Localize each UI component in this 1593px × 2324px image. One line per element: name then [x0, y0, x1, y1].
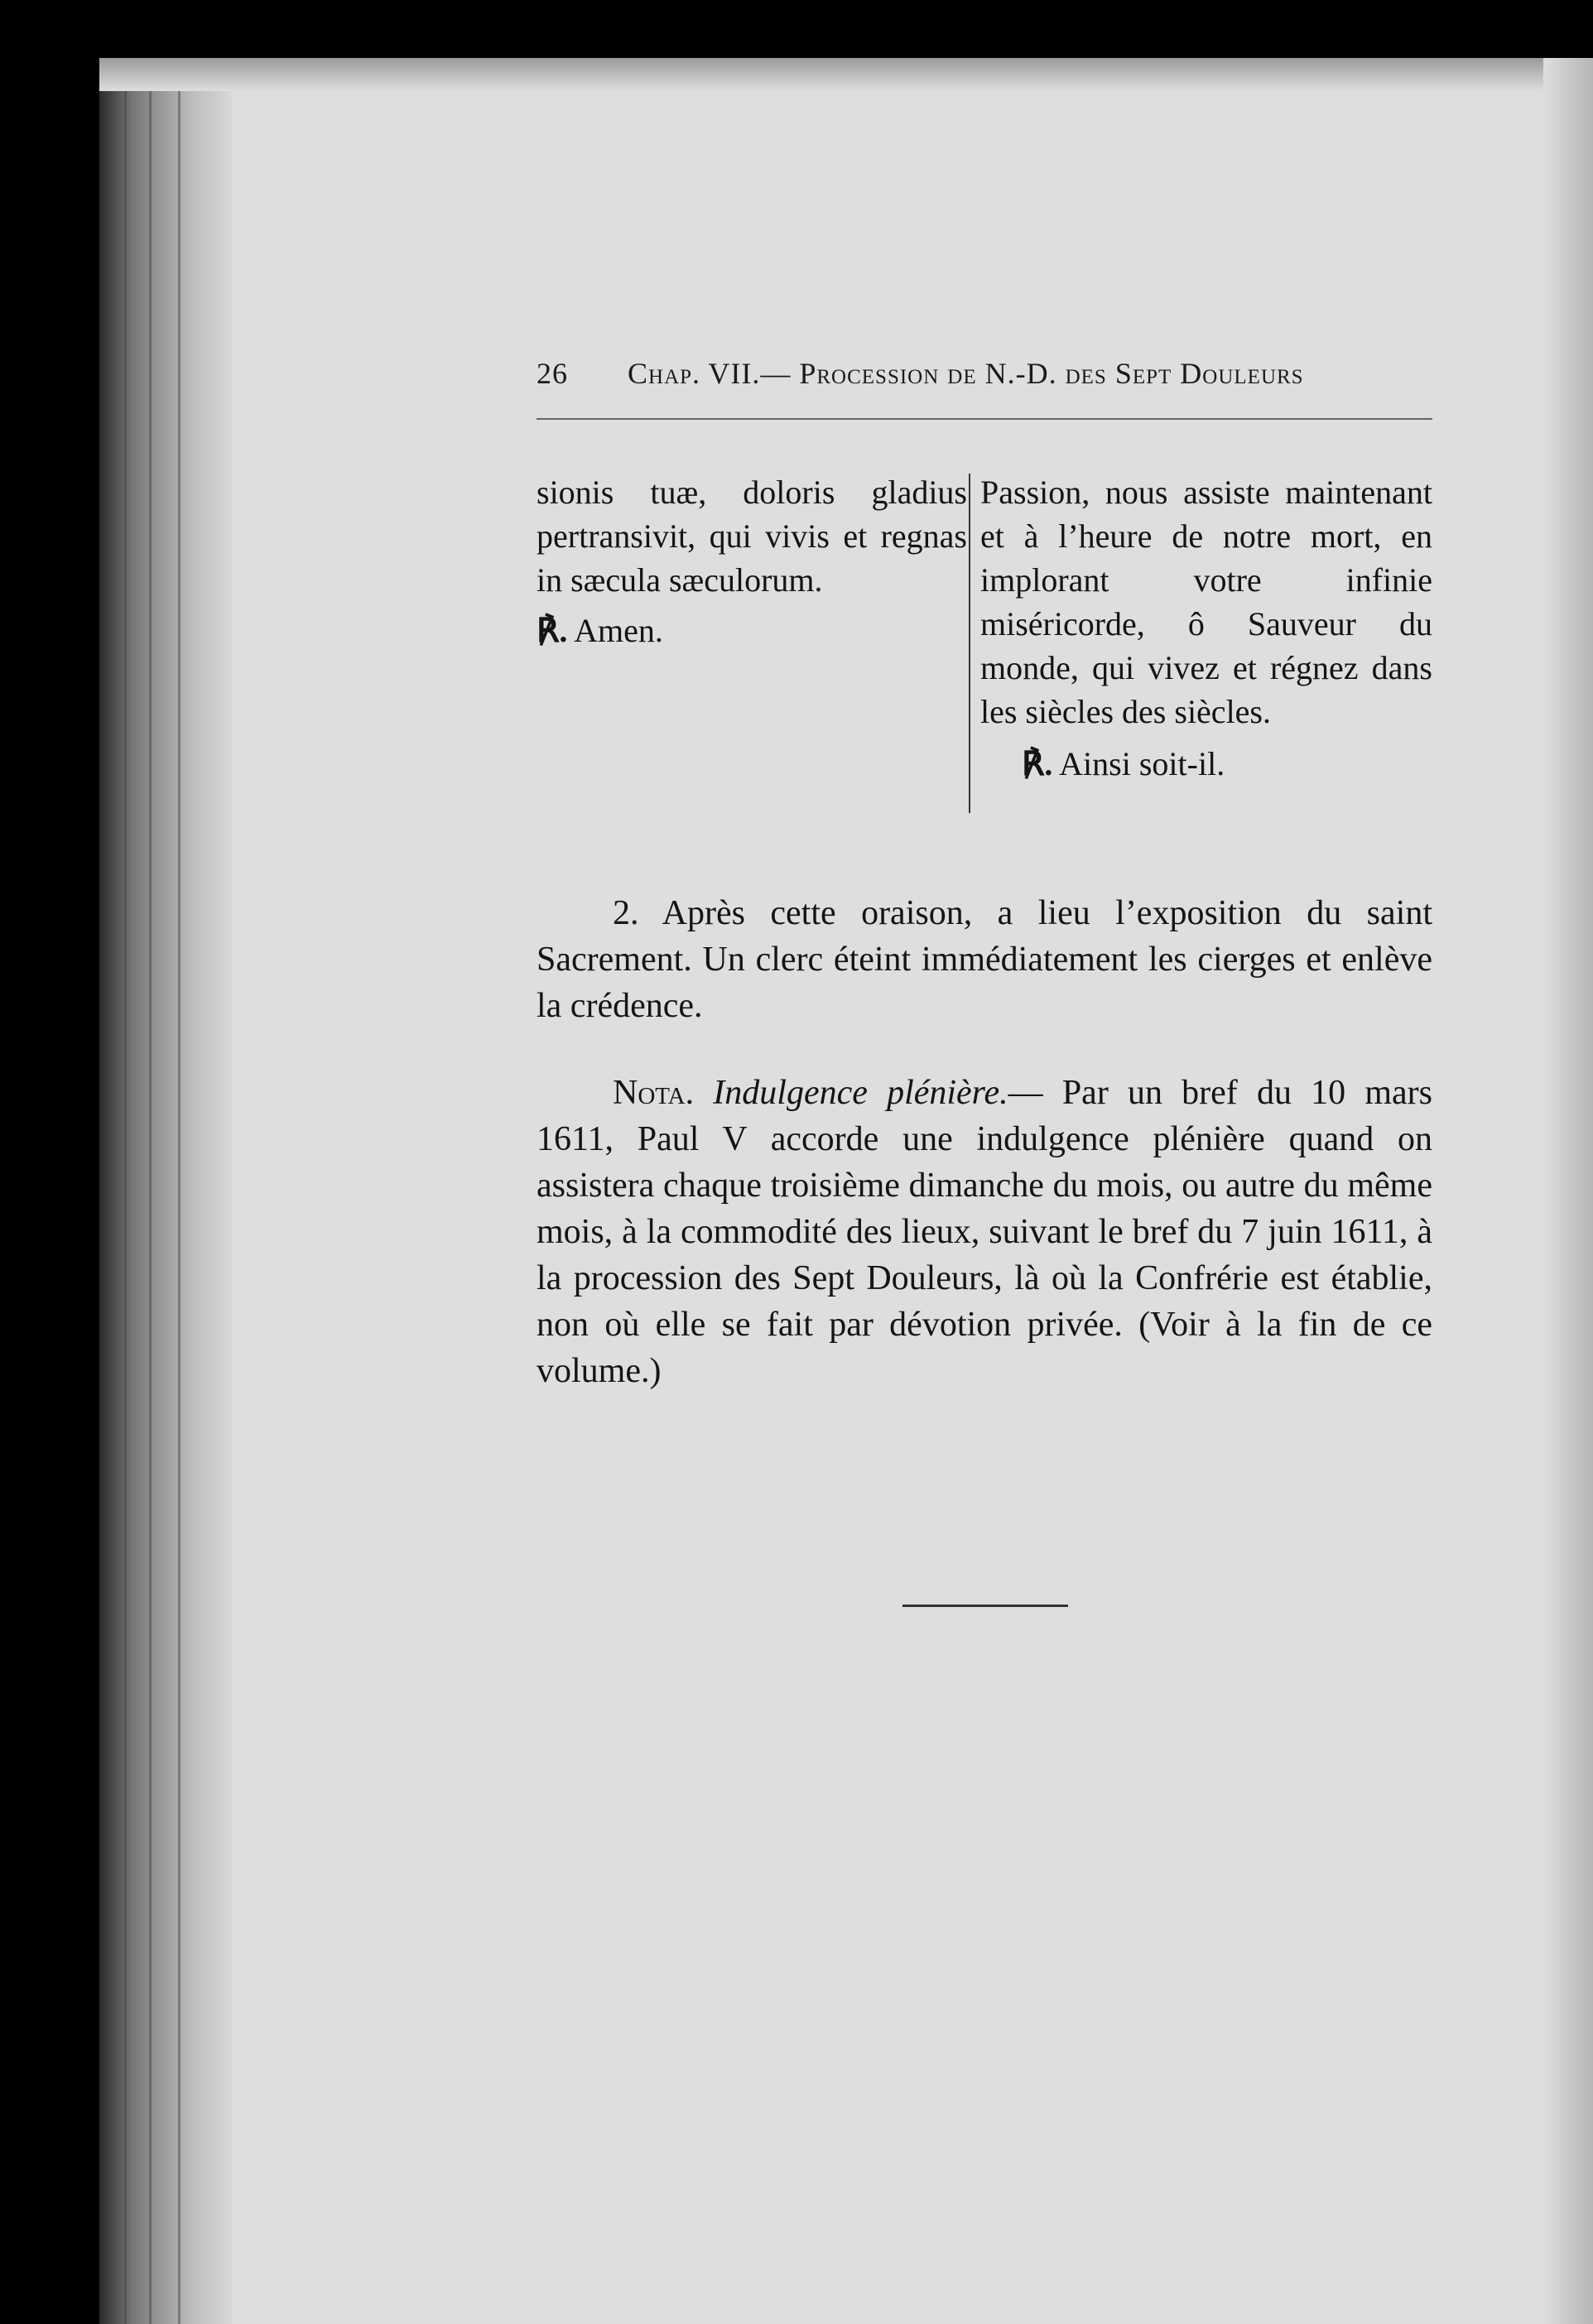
top-shadow: [99, 58, 1593, 91]
page-number: 26: [537, 357, 568, 390]
latin-column: [537, 470, 967, 652]
end-rule: [902, 1605, 1068, 1607]
response-text: Ainsi soit-il.: [1052, 745, 1225, 782]
gutter-line: [149, 58, 152, 2324]
binding-gutter: [99, 58, 232, 2324]
nota-text: — Par un bref du 10 mars 1611, Paul V accorde une indulgence plénière quand on assistera chaque troisième dimanche du mois, ou autre du même mois, à la commodité des lieux, suivant le bref du 7 juin 1611, à la procession des Sept Douleurs, là où la Confrérie est établie, non où elle se fait par dévotion privée. (Voir à la fin de ce volume.): [537, 1074, 1432, 1390]
running-head: [537, 356, 1432, 397]
paragraph-2: [537, 890, 1432, 1029]
response-text: Amen.: [567, 612, 663, 649]
latin-response: [537, 609, 967, 652]
latin-text: sionis tuæ, doloris gladius pertransivit, qui vivis et regnas in sæcula sæculorum.: [537, 474, 967, 599]
paragraph-2-text: 2. Après cette oraison, a lieu l’exposition du saint Sacrement. Un clerc éteint immédiatement les cierges et enlève la crédence.: [537, 894, 1432, 1025]
french-text: Passion, nous assiste maintenant et à l’heure de notre mort, en implorant votre infinie miséricorde, ô Sauveur du monde, qui vivez et régnez dans les siècles des siècles.: [980, 474, 1432, 730]
nota-title: Indulgence plénière.: [713, 1074, 1008, 1112]
column-divider: [969, 474, 970, 813]
response-symbol: ℟.: [537, 612, 568, 649]
nota-label: Nota.: [613, 1074, 695, 1112]
french-column: [980, 470, 1432, 786]
header-rule: [537, 418, 1432, 420]
gutter-line: [124, 58, 127, 2324]
gutter-line: [178, 58, 180, 2324]
response-symbol: ℟.: [1022, 745, 1053, 782]
nota-paragraph: [537, 1070, 1432, 1394]
chapter-title: Chap. VII.— Procession de N.-D. des Sept Douleurs: [628, 357, 1304, 390]
french-response: [980, 742, 1432, 786]
right-shadow: [1543, 58, 1593, 2324]
